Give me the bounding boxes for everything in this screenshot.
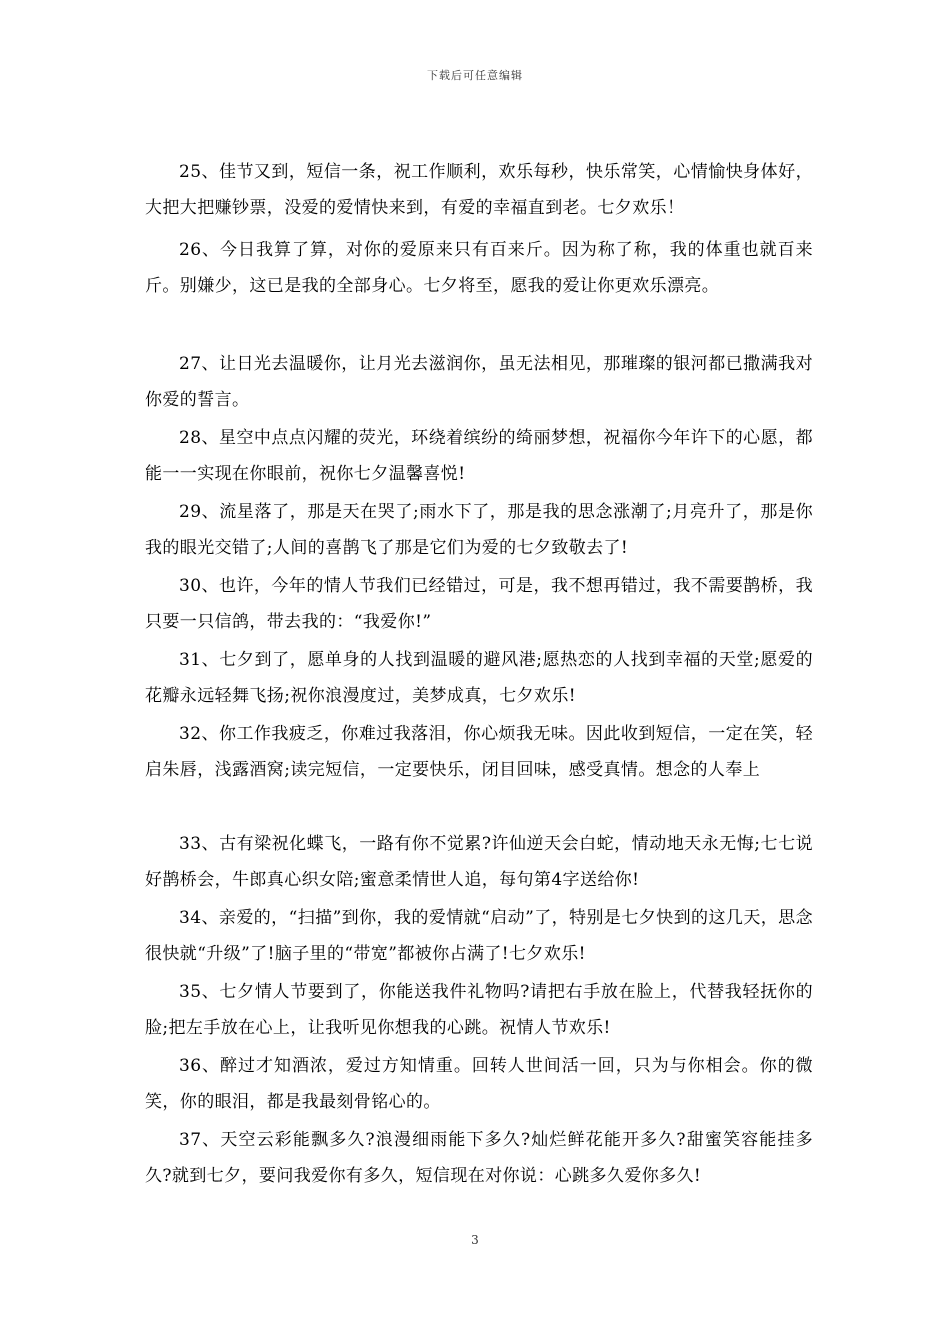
paragraph-35: 35、七夕情人节要到了，你能送我件礼物吗?请把右手放在脸上，代替我轻抚你的脸;把左手放在心上，让我听见你想我的心跳。祝情人节欢乐! <box>145 982 813 1038</box>
paragraph-33: 33、古有梁祝化蝶飞，一路有你不觉累?许仙逆天会白蛇，情动地天永无悔;七七说好鹊桥会，牛郎真心织女陪;蜜意柔情世人追，每句第4字送给你! <box>145 834 813 890</box>
paragraph-30: 30、也许，今年的情人节我们已经错过，可是，我不想再错过，我不需要鹊桥，我只要一只信鸽，带去我的：“我爱你!” <box>145 576 813 632</box>
page-number: 3 <box>471 1233 479 1247</box>
paragraph-27: 27、让日光去温暖你，让月光去滋润你，虽无法相见，那璀璨的银河都已撒满我对你爱的誓言。 <box>145 354 813 410</box>
paragraph-32: 32、你工作我疲乏，你难过我落泪，你心烦我无味。因此收到短信，一定在笑，轻启朱唇，浅露酒窝;读完短信，一定要快乐，闭目回味，感受真情。想念的人奉上 <box>145 724 813 780</box>
paragraph-29: 29、流星落了，那是天在哭了;雨水下了，那是我的思念涨潮了;月亮升了，那是你我的眼光交错了;人间的喜鹊飞了那是它们为爱的七夕致敬去了! <box>145 502 813 558</box>
paragraph-36: 36、醉过才知酒浓，爱过方知情重。回转人世间活一回，只为与你相会。你的微笑，你的眼泪，都是我最刻骨铭心的。 <box>145 1056 813 1112</box>
paragraph-37: 37、天空云彩能飘多久?浪漫细雨能下多久?灿烂鲜花能开多久?甜蜜笑容能挂多久?就到七夕，要问我爱你有多久，短信现在对你说：心跳多久爱你多久! <box>145 1130 813 1186</box>
paragraph-31: 31、七夕到了，愿单身的人找到温暖的避风港;愿热恋的人找到幸福的天堂;愿爱的花瓣永远轻舞飞扬;祝你浪漫度过，美梦成真，七夕欢乐! <box>145 650 813 706</box>
paragraph-28: 28、星空中点点闪耀的荧光，环绕着缤纷的绮丽梦想，祝福你今年许下的心愿，都能一一实现在你眼前，祝你七夕温馨喜悦! <box>145 428 813 484</box>
paragraph-34: 34、亲爱的，“扫描”到你，我的爱情就“启动”了，特别是七夕快到的这几天，思念很快就“升级”了!脑子里的“带宽”都被你占满了!七夕欢乐! <box>145 908 813 964</box>
page-header-note: 下载后可任意编辑 <box>427 69 523 82</box>
paragraph-25: 25、佳节又到，短信一条，祝工作顺利，欢乐每秒，快乐常笑，心情愉快身体好，大把大把赚钞票，没爱的爱情快来到，有爱的幸福直到老。七夕欢乐！ <box>145 162 813 218</box>
paragraph-26: 26、今日我算了算，对你的爱原来只有百来斤。因为称了称，我的体重也就百来斤。别嫌少，这已是我的全部身心。七夕将至，愿我的爱让你更欢乐漂亮。 <box>145 240 813 296</box>
